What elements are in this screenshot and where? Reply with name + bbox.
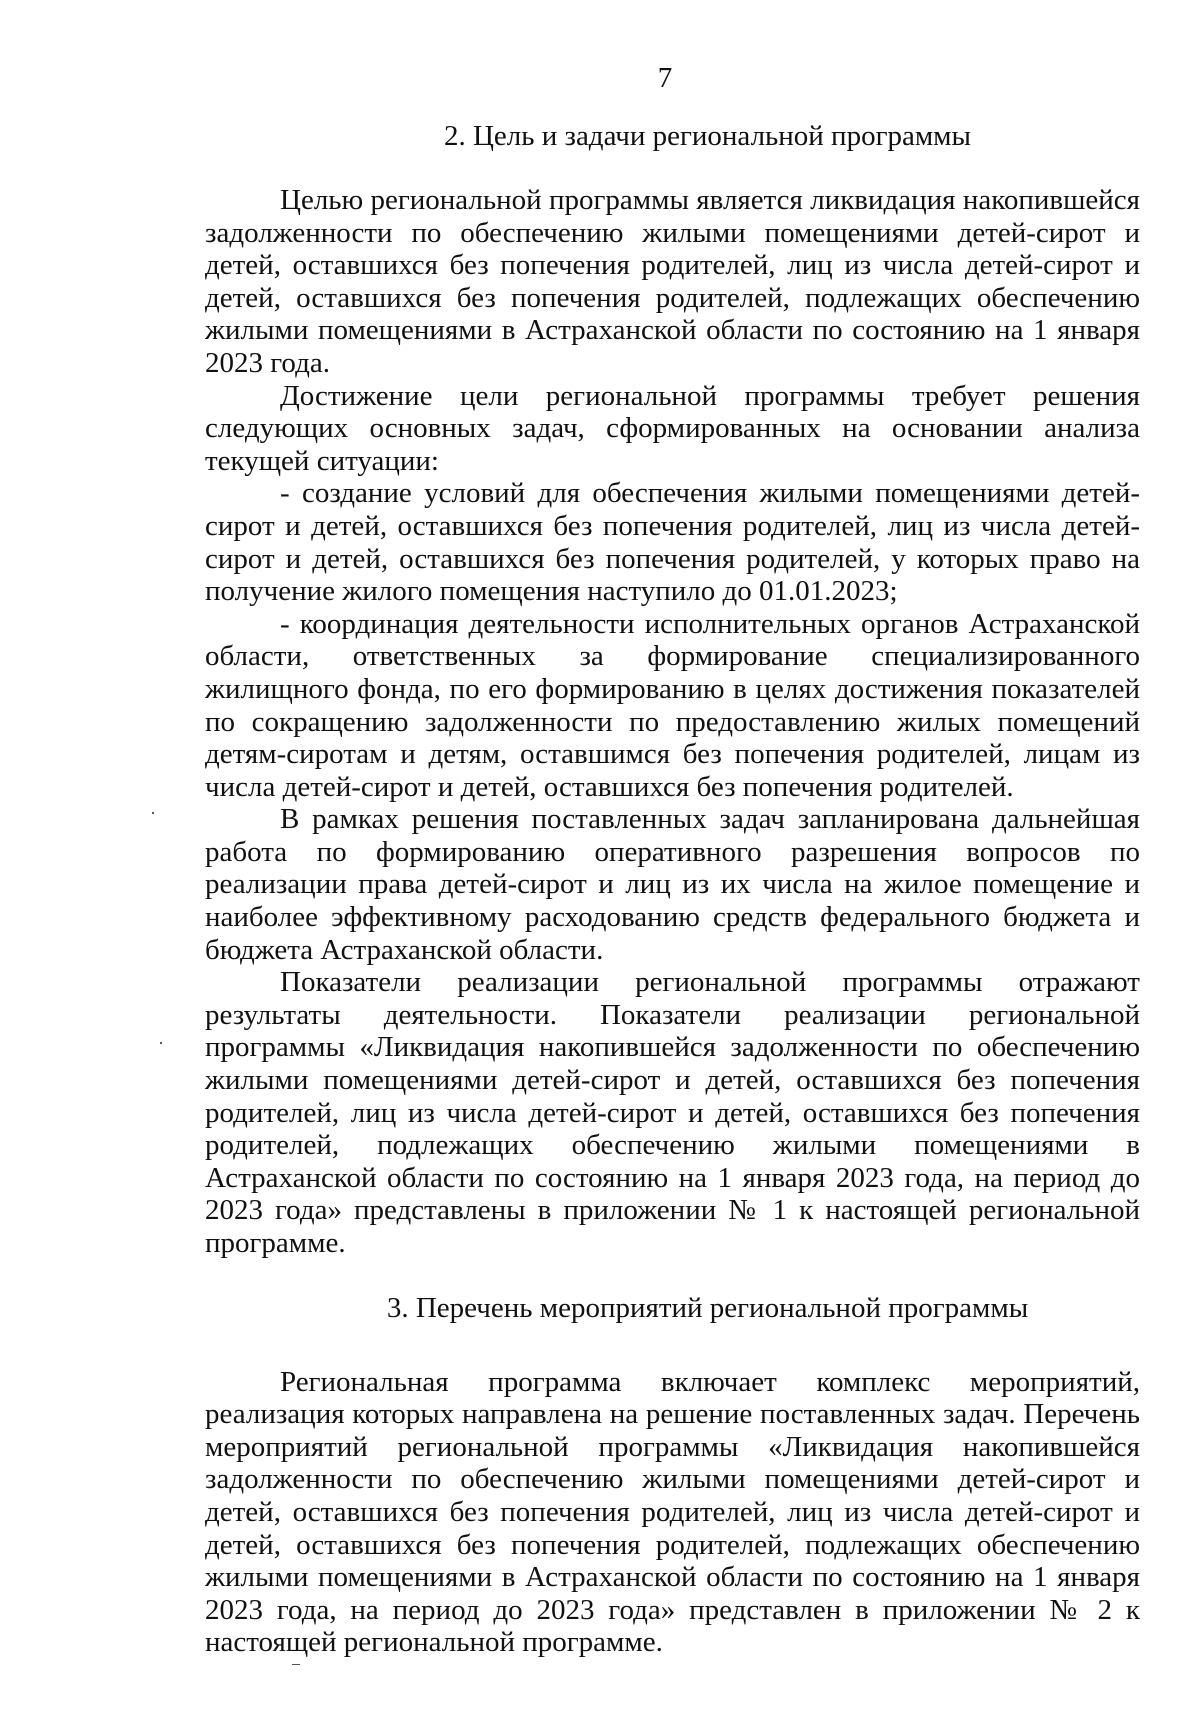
document-body (205, 118, 1140, 1659)
scan-speck (152, 812, 154, 814)
paragraph-tasks-intro: Достижение цели региональной программы требует решения следующих основных задач, сформированных на основании анализа текущей ситуации: (205, 379, 1140, 477)
section-heading-goals: 2. Цель и задачи региональной программы (443, 120, 972, 152)
paragraph-planned-work: В рамках решения поставленных задач запланирована дальнейшая работа по формированию оперативного разрешения вопросов по реализации права детей-сирот и лиц из их числа на жилое помещение и наиболее эффективному расходованию средств федерального бюджета и бюджета Астраханской области. (205, 803, 1140, 966)
paragraph-goal: Целью региональной программы является ликвидация накопившейся задолженности по обеспечению жилыми помещениями детей-сирот и детей, оставшихся без попечения родителей, лиц из числа детей-сирот и детей, оставшихся без попечения родителей, подлежащих обеспечению жилыми помещениями в Астраханской области по состоянию на 1 января 2023 года. (205, 184, 1140, 379)
paragraph-task-conditions: - создание условий для обеспечения жилыми помещениями детей-сирот и детей, оставшихся без попечения родителей, лиц из числа детей-сирот и детей, оставшихся без попечения родителей, у которых право на получение жилого помещения наступило до 01.01.2023; (205, 477, 1140, 608)
paragraph-task-coordination: - координация деятельности исполнительных органов Астраханской области, ответственных за формирование специализированного жилищного фонда, по его формированию в целях достижения показателей по сокращению задолженности по предоставлению жилых помещений детям-сиротам и детям, оставшимся без попечения родителей, лицам из числа детей-сирот и детей, оставшихся без попечения родителей. (205, 607, 1140, 803)
scan-speck (292, 1664, 300, 1665)
section-heading-measures: 3. Перечень мероприятий региональной программы (386, 1291, 1029, 1324)
paragraph-measures: Региональная программа включает комплекс мероприятий, реализация которых направлена на решение поставленных задач. Перечень мероприятий региональной программы «Ликвидация накопившейся задолженности по обеспечению жилыми помещениями детей-сирот и детей, оставшихся без попечения родителей, лиц из числа детей-сирот и детей, оставшихся без попечения родителей, подлежащих обеспечению жилыми помещениями в Астраханской области по состоянию на 1 января 2023 года, на период до 2023 года» представлен в приложении № 2 к настоящей региональной программе. (205, 1365, 1140, 1659)
scan-speck (160, 1042, 162, 1044)
page-number: 7 (657, 62, 673, 94)
paragraph-indicators: Показатели реализации региональной программы отражают результаты деятельности. Показатели реализации региональной программы «Ликвидация накопившейся задолженности по обеспечению жилыми помещениями детей-сирот и детей, оставшихся без попечения родителей, лиц из числа детей-сирот и детей, оставшихся без попечения родителей, подлежащих обеспечению жилыми помещениями в Астраханской области по состоянию на 1 января 2023 года, на период до 2023 года» представлены в приложении № 1 к настоящей региональной программе. (205, 966, 1140, 1259)
